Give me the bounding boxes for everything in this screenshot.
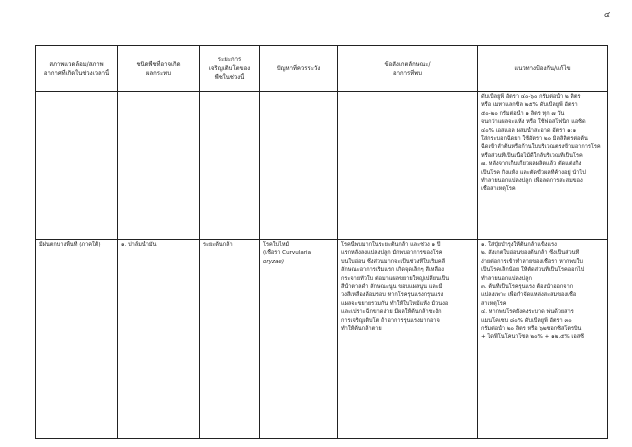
row1-solution-cell: ดับเบิ้ลยูพี อัตรา ๔๐-๖๐ กรัมต่อน้ำ ๒ ลิตร หรือ เมทาแลกซิล ๒๕% ดับเบิ้ลยูพี อัตรา ๕๐-๒๐ กรัมต่อน้ำ ๑ ลิตร ทุก ๗ วัน จนกว่าแผลจะแห้ง หรือ ใช้ฟอสโฟนิก แอซิด ๔๐% เอสแอล ผสมน้ำสะอาด อัตรา ๑:๑ ใส่กระบอกฉีดยา ใช้อัตรา ๒๐ มิลลิลิตรต่อต้น ฉีดเข้าลำต้นหรือก้านใบบริเวณตรงข้ามอาการโรค หรือส่วนที่เป็นเนื้อไม้ดีใกล้บริเวณที่เป็นโรค ๗. หลังจากเก็บเกี่ยวผลผลิตแล้ว ตัดแต่งกิ่ง เป็นโรค กิ่งแห้ง และตัดขั้วผลที่ค้างอยู่ นำไป ทำลายนอกแปลงปลูก เพื่อลดการสะสมของ เชื้อสาเหตุโรค — [478, 92, 608, 240]
header-solution: แนวทางป้องกัน/แก้ไข — [478, 46, 608, 92]
header-condition: สภาพแวดล้อม/สภาพ อากาศที่เกิดในช่วงเวลานี้ — [36, 46, 118, 92]
table-row — [36, 240, 608, 439]
header-crop: ชนิดพืชที่อาจเกิด ผลกระทบ — [118, 46, 200, 92]
row2-problem-cell: โรคใบไหม้ (เชื้อรา Curvularia oryzae) — [260, 240, 338, 439]
pest-advisory-table — [35, 45, 608, 439]
row2-symptom-cell: โรคนี้พบมากในระยะต้นกล้า และช่วง ๑ ปี แรกหลังลงแปลงปลูก มักพบอาการของโรค บนใบอ่อน ซึ่งส่วนมากจะเป็นช่วงที่ใบเริ่มคลี่ ลักษณะอาการเริ่มแรก เกิดจุดเล็กๆ สีเหลือง กระจายทั่วใบ ต่อมาแผลขยายใหญ่เปลี่ยนเป็น สีน้ำตาลดำ ลักษณะนูน ขอบแผลนูน และมี วงสีเหลืองล้อมรอบ หากโรครุนแรงกรุนแรง แผลจะขยายรวมกัน ทำให้ใบไหม้แห้ง ม้วนงอ และเปราะฉีกขาดง่าย มีผลให้ต้นกล้าชะงัก การเจริญเติบโต ถ้าอาการรุนแรงมากอาจ ทำให้ต้นกล้าตาย — [338, 240, 478, 439]
row2-solution-cell: ๑. ใส่ปุ๋ยบำรุงให้ต้นกล้าแข็งแรง ๒. สังเกตใบอ่อนของต้นกล้า ซึ่งเป็นส่วนที่ ง่ายต่อการเข้าทำลายของเชื้อรา หากพบใบ เป็นโรคเล็กน้อย ให้ตัดส่วนที่เป็นโรคออกไป ทำลายนอกแปลงปลูก ๓. ต้นที่เป็นโรครุนแรง ต้องนำออกจาก แปลงเพาะ เพื่อกำจัดแหล่งสะสมของเชื้อ สาเหตุโรค ๔. หากพบโรคยังคงระบาด พ่นด้วยสาร แมนโคเซบ ๘๐% ดับเบิ้ลยูพี อัตรา ๓๐ กรัมต่อน้ำ ๒๐ ลิตร หรือ ๖๒ซอกซิสโตรบิน + ไดฟีโนโคนาโซล ๒๐% + ๑๒.๕% เอสซี — [478, 240, 608, 439]
row1-symptom-cell — [338, 92, 478, 240]
row2-condition-cell: มีฝนตกบางพื้นที่ (ภาคใต้) — [36, 240, 118, 439]
header-problem: ปัญหาที่ควรระวัง — [260, 46, 338, 92]
row2-crop-cell: ๑. ปาล์มน้ำมัน — [118, 240, 200, 439]
header-symptom: ข้อสังเกตลักษณะ/ อาการที่พบ — [338, 46, 478, 92]
table-row — [36, 92, 608, 240]
page-number: ๔ — [603, 10, 610, 19]
row1-crop-cell — [118, 92, 200, 240]
row2-stage-cell: ระยะต้นกล้า — [200, 240, 260, 439]
row1-problem-cell — [260, 92, 338, 240]
row1-condition-cell — [36, 92, 118, 240]
row1-stage-cell — [200, 92, 260, 240]
header-row — [36, 46, 608, 92]
header-stage: ระยะการ เจริญเติบโตของ พืชในช่วงนี้ — [200, 46, 260, 92]
